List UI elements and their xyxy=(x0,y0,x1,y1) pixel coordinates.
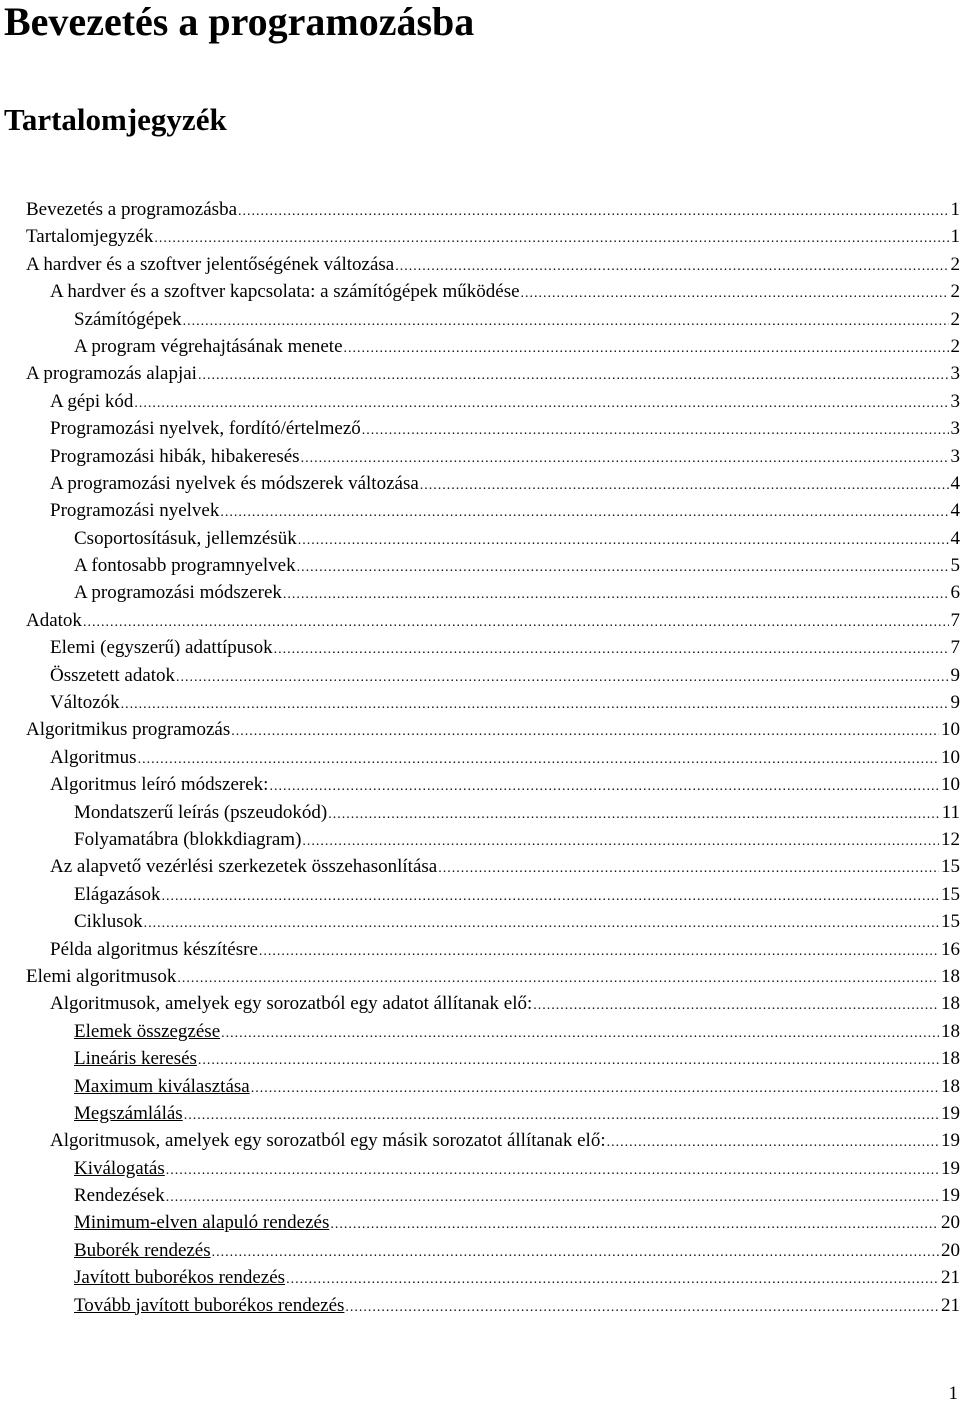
toc-entry[interactable] xyxy=(26,223,960,250)
toc-entry-label[interactable]: Minimum-elven alapuló rendezés xyxy=(74,1212,330,1234)
dot-leader xyxy=(259,938,939,963)
toc-entry-label: Az alapvető vezérlési szerkezetek összehasonlítása xyxy=(50,856,438,878)
dot-leader xyxy=(286,1266,939,1291)
toc-entry[interactable] xyxy=(26,525,960,552)
toc-entry-label: Ciklusok xyxy=(74,911,143,933)
toc-entry[interactable] xyxy=(26,662,960,689)
toc-entry-label: A hardver és a szoftver jelentőségének változása xyxy=(26,253,395,275)
toc-entry-page: 18 xyxy=(941,1048,960,1070)
toc-entry-page: 3 xyxy=(950,418,960,440)
toc-entry[interactable] xyxy=(26,1018,960,1045)
toc-entry-page: 1 xyxy=(950,199,960,220)
toc-entry[interactable] xyxy=(26,251,960,278)
toc-entry[interactable] xyxy=(26,497,960,524)
toc-entry-label: Algoritmikus programozás xyxy=(26,719,231,741)
dot-leader xyxy=(183,308,949,333)
dot-leader xyxy=(330,1211,939,1236)
toc-entry-label: Csoportosításuk, jellemzésük xyxy=(74,527,297,549)
dot-leader xyxy=(154,225,948,250)
toc-entry-page: 21 xyxy=(941,1267,960,1289)
dot-leader xyxy=(328,801,939,826)
toc-entry-label: A hardver és a szoftver kapcsolata: a számítógépek működése xyxy=(50,281,520,303)
dot-leader xyxy=(395,253,948,278)
toc-entry-page: 3 xyxy=(950,363,960,385)
dot-leader xyxy=(269,773,939,798)
dot-leader xyxy=(521,280,949,305)
toc-entry[interactable] xyxy=(26,990,960,1017)
toc-entry[interactable] xyxy=(26,579,960,606)
toc-entry-label: Elágazások xyxy=(74,883,161,905)
toc-entry[interactable] xyxy=(26,388,960,415)
toc-entry[interactable] xyxy=(26,881,960,908)
dot-leader xyxy=(221,1020,939,1045)
toc-entry[interactable] xyxy=(26,552,960,579)
toc-entry-page: 20 xyxy=(941,1212,960,1234)
toc-entry-page: 15 xyxy=(941,883,960,905)
toc-entry-page: 18 xyxy=(941,1075,960,1097)
toc-entry-label[interactable]: Lineáris keresés xyxy=(74,1048,197,1070)
toc-entry-label: Programozási hibák, hibakeresés xyxy=(50,445,300,467)
toc-entry-label[interactable]: Maximum kiválasztása xyxy=(74,1075,250,1097)
dot-leader xyxy=(420,472,949,497)
toc-entry[interactable] xyxy=(26,963,960,990)
toc-entry-label[interactable]: Kiválogatás xyxy=(74,1157,165,1179)
dot-leader xyxy=(283,581,949,606)
toc-entry-label: Algoritmus xyxy=(50,746,137,768)
toc-entry-page: 21 xyxy=(941,1294,960,1316)
toc-entry-label[interactable]: Megszámlálás xyxy=(74,1102,183,1124)
toc-entry-label: Elemi (egyszerű) adattípusok xyxy=(50,637,273,659)
toc-entry-page: 5 xyxy=(950,555,960,577)
toc-entry-label: Példa algoritmus készítésre xyxy=(50,938,258,960)
toc-entry-label: Programozási nyelvek xyxy=(50,500,220,522)
toc-entry-page: 9 xyxy=(950,664,960,686)
toc-entry-page: 20 xyxy=(941,1239,960,1261)
toc-entry-page: 7 xyxy=(950,637,960,659)
toc-entry-page: 18 xyxy=(941,1020,960,1042)
page-number: 1 xyxy=(948,1383,958,1404)
toc-entry[interactable] xyxy=(26,443,960,470)
toc-entry[interactable] xyxy=(26,936,960,963)
toc-entry-page: 9 xyxy=(950,692,960,714)
toc-entry[interactable] xyxy=(26,1045,960,1072)
toc-entry[interactable] xyxy=(26,634,960,661)
toc-entry[interactable] xyxy=(26,196,960,223)
toc-entry-page: 18 xyxy=(941,993,960,1015)
dot-leader xyxy=(438,855,939,880)
toc-entry-label: A fontosabb programnyelvek xyxy=(74,555,296,577)
dot-leader xyxy=(274,636,949,661)
toc-entry-label[interactable]: Javított buborékos rendezés xyxy=(74,1267,286,1289)
toc-heading: Tartalomjegyzék xyxy=(4,102,227,137)
dot-leader xyxy=(176,664,948,689)
toc-entry-label: Folyamatábra (blokkdiagram) xyxy=(74,828,302,850)
toc-entry-page: 6 xyxy=(950,582,960,604)
toc-entry-page: 4 xyxy=(950,472,960,494)
toc-entry-label: A programozási módszerek xyxy=(74,582,282,604)
dot-leader xyxy=(344,335,949,360)
toc-entry-page: 19 xyxy=(941,1157,960,1179)
toc-entry-label: A programozási nyelvek és módszerek változása xyxy=(50,472,419,494)
toc-entry-page: 12 xyxy=(941,828,960,850)
toc-entry[interactable] xyxy=(26,278,960,305)
toc-entry-page: 11 xyxy=(941,801,960,823)
toc-entry[interactable] xyxy=(26,1237,960,1264)
dot-leader xyxy=(198,1047,939,1072)
toc-entry-label[interactable]: Elemek összegzése xyxy=(74,1020,221,1042)
toc-entry[interactable] xyxy=(26,716,960,743)
toc-entry-label: Programozási nyelvek, fordító/értelmező xyxy=(50,418,361,440)
toc-entry[interactable] xyxy=(26,1100,960,1127)
dot-leader xyxy=(362,417,949,442)
toc-entry-page: 1 xyxy=(950,226,960,248)
toc-entry-label: Tartalomjegyzék xyxy=(26,226,154,248)
toc-entry-label: Mondatszerű leírás (pszeudokód) xyxy=(74,801,328,823)
toc-entry[interactable] xyxy=(26,744,960,771)
toc-entry[interactable] xyxy=(26,799,960,826)
dot-leader xyxy=(138,746,939,771)
toc-entry-page: 15 xyxy=(941,911,960,933)
dot-leader xyxy=(162,883,939,908)
toc-entry[interactable] xyxy=(26,771,960,798)
toc-entry-page: 2 xyxy=(950,253,960,275)
toc-entry-label: Bevezetés a programozásba xyxy=(26,199,238,220)
toc-entry[interactable] xyxy=(26,607,960,634)
toc-entry-page: 7 xyxy=(950,609,960,631)
toc-entry-label: A program végrehajtásának menete xyxy=(74,335,343,357)
toc-entry[interactable] xyxy=(26,333,960,360)
toc-entry[interactable] xyxy=(26,826,960,853)
toc-entry-page: 2 xyxy=(950,281,960,303)
toc-entry-page: 2 xyxy=(950,308,960,330)
toc-entry-page: 4 xyxy=(950,500,960,522)
dot-leader xyxy=(345,1294,939,1319)
toc-entry-page: 3 xyxy=(950,390,960,412)
toc-entry-page: 15 xyxy=(941,856,960,878)
toc-entry-label: Adatok xyxy=(26,609,82,631)
toc-entry-label[interactable]: Tovább javított buborékos rendezés xyxy=(74,1294,345,1316)
dot-leader xyxy=(607,1129,939,1154)
toc-entry[interactable] xyxy=(26,1073,960,1100)
toc-entry-page: 18 xyxy=(941,965,960,987)
toc-entry[interactable] xyxy=(26,415,960,442)
toc-entry[interactable] xyxy=(26,853,960,880)
toc-entry-label: Rendezések xyxy=(74,1185,165,1207)
toc-entry-page: 10 xyxy=(941,746,960,768)
toc-entry[interactable] xyxy=(26,1209,960,1236)
toc-entry[interactable] xyxy=(26,908,960,935)
toc-entry[interactable] xyxy=(26,1292,960,1319)
dot-leader xyxy=(298,527,949,552)
toc-entry-page: 10 xyxy=(941,719,960,741)
toc-entry[interactable] xyxy=(26,1182,960,1209)
toc-entry-label: Algoritmusok, amelyek egy sorozatból egy adatot állítanak elő: xyxy=(50,993,533,1015)
dot-leader xyxy=(198,362,949,387)
toc-entry[interactable] xyxy=(26,689,960,716)
toc-entry-label: Elemi algoritmusok xyxy=(26,965,177,987)
toc-entry[interactable] xyxy=(26,306,960,333)
dot-leader xyxy=(166,1157,939,1182)
dot-leader xyxy=(83,609,949,634)
dot-leader xyxy=(297,554,949,579)
toc-entry-label[interactable]: Buborék rendezés xyxy=(74,1239,211,1261)
dot-leader xyxy=(251,1075,939,1100)
dot-leader xyxy=(302,828,939,853)
toc-entry[interactable] xyxy=(26,360,960,387)
toc-entry-page: 16 xyxy=(941,938,960,960)
dot-leader xyxy=(212,1239,939,1264)
toc-entry-page: 3 xyxy=(950,445,960,467)
toc-entry-label: A gépi kód xyxy=(50,390,134,412)
toc-entry[interactable] xyxy=(26,1264,960,1291)
dot-leader xyxy=(184,1102,939,1127)
dot-leader xyxy=(238,198,948,223)
toc-entry-page: 19 xyxy=(941,1130,960,1152)
dot-leader xyxy=(144,910,939,935)
document-title: Bevezetés a programozásba xyxy=(4,0,475,44)
toc-entry[interactable] xyxy=(26,1155,960,1182)
toc-entry-label: Számítógépek xyxy=(74,308,182,330)
dot-leader xyxy=(220,499,948,524)
toc-entry-page: 10 xyxy=(941,774,960,796)
dot-leader xyxy=(301,445,949,470)
toc-entry-page: 2 xyxy=(950,335,960,357)
toc-entry-label: Algoritmusok, amelyek egy sorozatból egy másik sorozatot állítanak elő: xyxy=(50,1130,606,1152)
toc-entry-label: Algoritmus leíró módszerek: xyxy=(50,774,269,796)
dot-leader xyxy=(121,691,949,716)
toc-entry-label: Összetett adatok xyxy=(50,664,176,686)
toc-entry-label: A programozás alapjai xyxy=(26,363,197,385)
toc-entry-page: 19 xyxy=(941,1102,960,1124)
toc-entry[interactable] xyxy=(26,470,960,497)
dot-leader xyxy=(166,1184,939,1209)
dot-leader xyxy=(533,992,939,1017)
dot-leader xyxy=(231,718,939,743)
dot-leader xyxy=(177,965,939,990)
toc-entry-page: 19 xyxy=(941,1185,960,1207)
dot-leader xyxy=(134,390,948,415)
toc-entry[interactable] xyxy=(26,1127,960,1154)
toc-entry-page: 4 xyxy=(950,527,960,549)
toc-entry-label: Változók xyxy=(50,692,120,714)
table-of-contents xyxy=(26,196,960,1319)
